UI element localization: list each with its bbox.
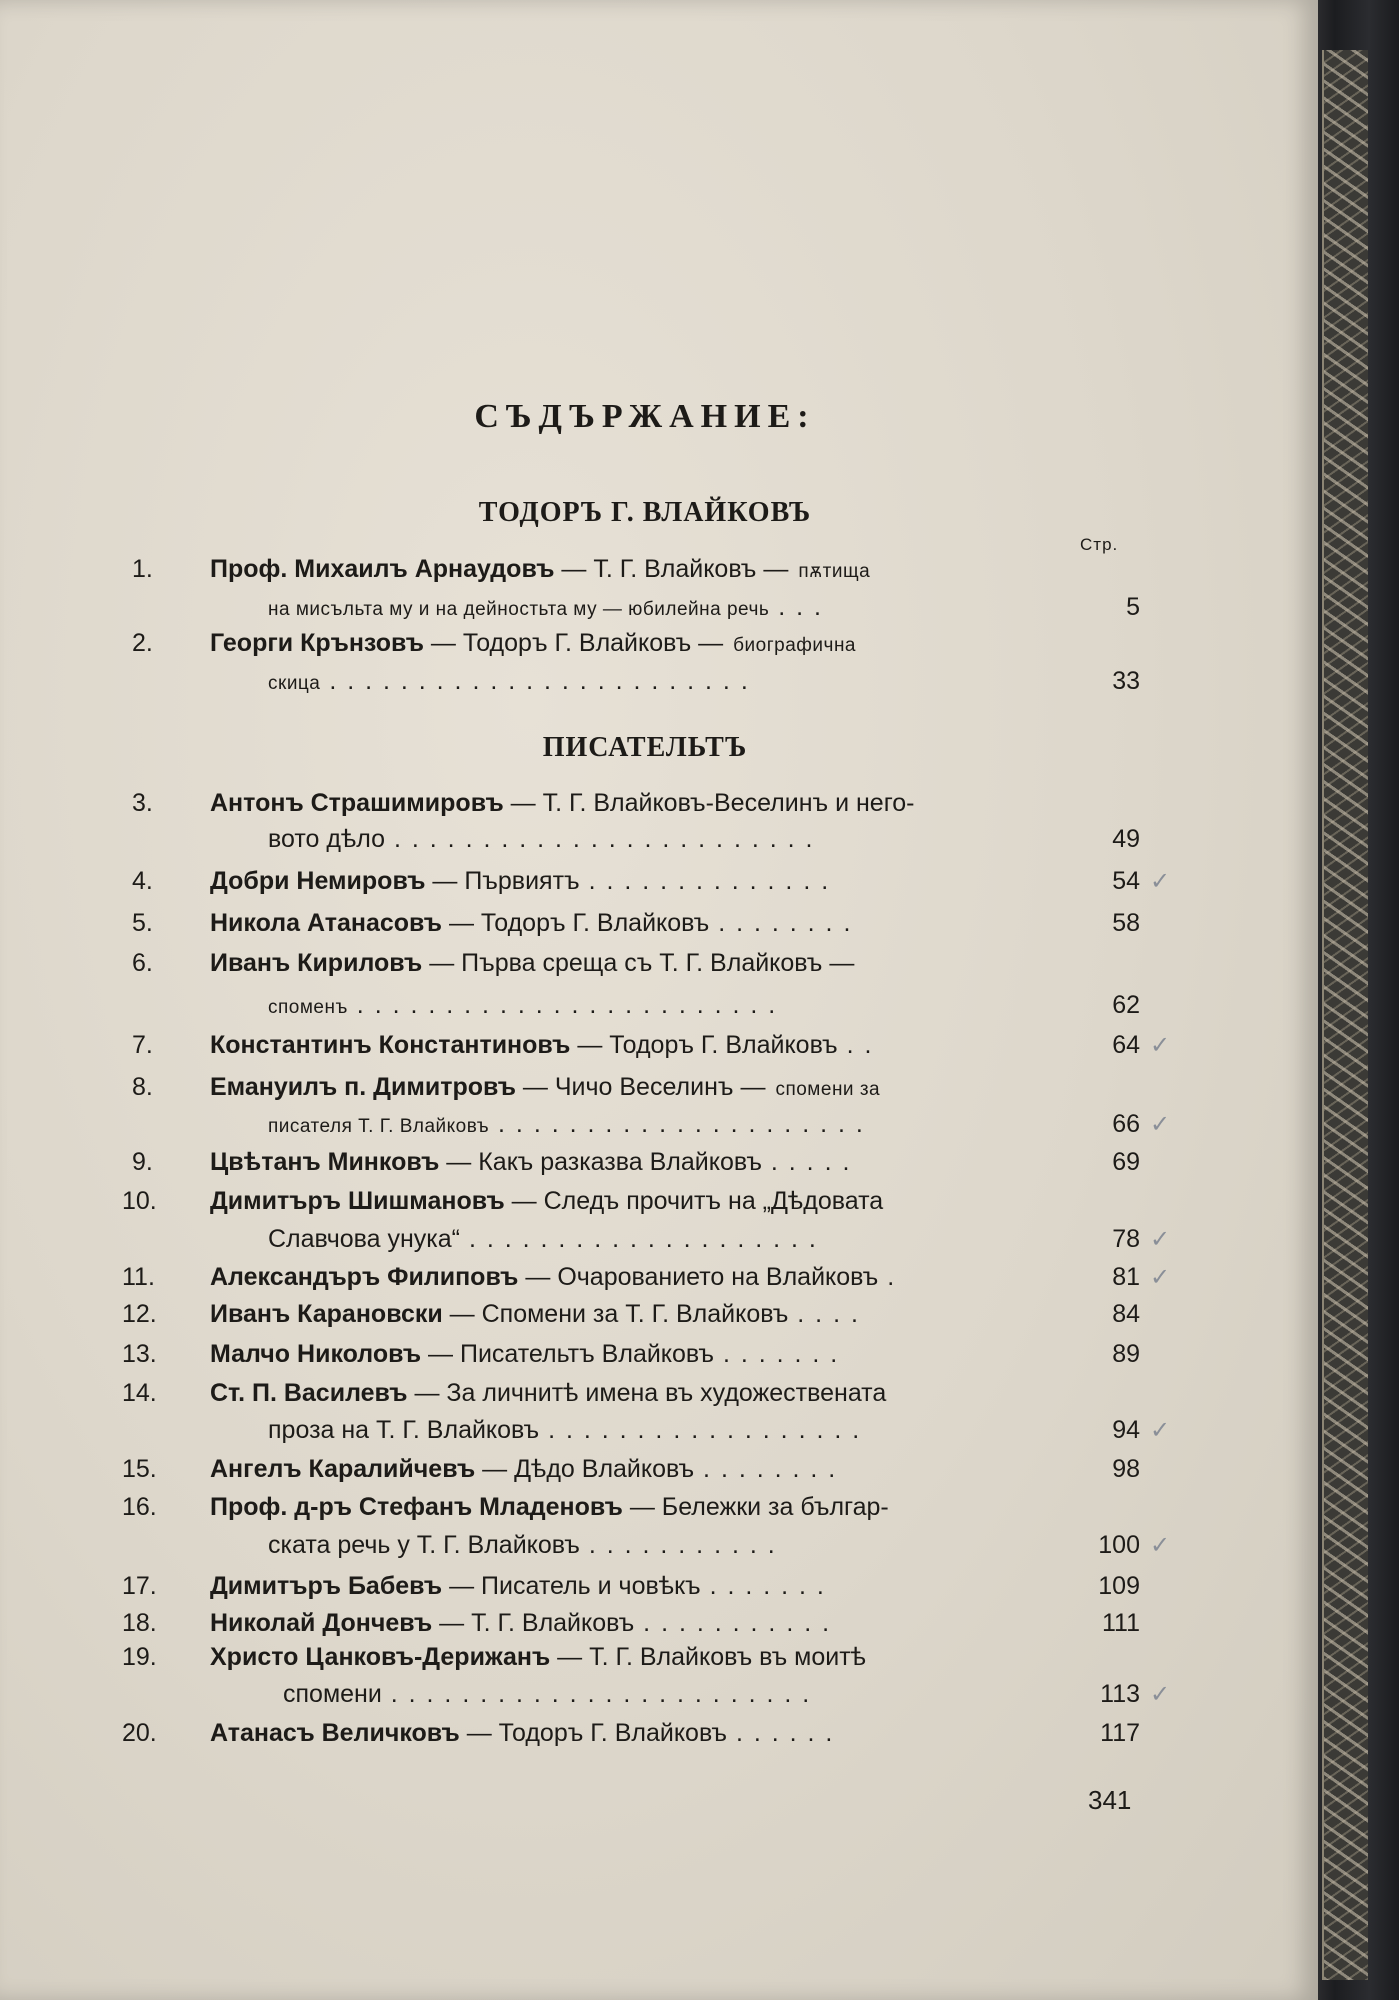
entry-author: Христо Цанковъ-Дерижанъ xyxy=(210,1643,551,1671)
entry-text xyxy=(268,1528,1065,1562)
entry-title: проза на Т. Г. Влайковъ xyxy=(268,1416,540,1444)
entry-title: — Първиятъ xyxy=(425,867,580,895)
entry-title: — Дѣдо Влайковъ xyxy=(475,1455,695,1483)
entry-number: 13. xyxy=(122,1340,157,1368)
entry-text xyxy=(268,1413,1065,1447)
entry-number: 16. xyxy=(122,1493,157,1521)
dot-leader: . . . . . . . . . . . . . . . . . . . . . . . . xyxy=(381,1680,812,1708)
toc-line xyxy=(0,590,1290,626)
entry-text xyxy=(268,822,1065,856)
entry-author: Никола Атанасовъ xyxy=(210,909,443,937)
entry-page-number: 98 xyxy=(1112,1455,1140,1483)
entry-page-number: 33 xyxy=(1112,667,1140,695)
toc-line xyxy=(0,664,1290,700)
entry-title: — За личнитѣ имена въ художествената xyxy=(407,1379,887,1407)
toc-line xyxy=(0,946,1290,982)
entry-title-small: биографична xyxy=(733,635,857,656)
section-heading-vlaykov: ТОДОРЪ Г. ВЛАЙКОВЪ xyxy=(478,497,812,528)
entry-page-number: 58 xyxy=(1112,909,1140,937)
toc-line xyxy=(0,1716,1290,1752)
entry-title: писателя Т. Г. Влайковъ xyxy=(268,1116,490,1137)
entry-number: 5. xyxy=(132,909,153,937)
entry-title: — Първа среща съ Т. Г. Влайковъ — xyxy=(422,949,855,977)
entry-text xyxy=(210,786,1065,820)
toc-line xyxy=(0,1107,1290,1143)
entry-author: Добри Немировъ xyxy=(210,867,426,895)
entry-page-number: 49 xyxy=(1112,825,1140,853)
entry-author: Георги Крънзовъ xyxy=(210,629,424,657)
toc-line xyxy=(0,1376,1290,1412)
dot-leader: . . . . . . . . . . . . . . . . . . . . . xyxy=(489,1110,865,1138)
entry-text xyxy=(210,1640,1065,1674)
dot-leader: . . . . . . . . . . . . . . . . . . . . . . . . xyxy=(385,825,815,853)
entry-title: — Тодоръ Г. Влайковъ xyxy=(442,909,710,937)
toc-line xyxy=(0,1569,1290,1605)
toc-line xyxy=(0,1145,1290,1181)
entry-number: 4. xyxy=(132,867,153,895)
entry-title: скица xyxy=(268,673,321,694)
entry-author: Антонъ Страшимировъ xyxy=(210,789,504,817)
dot-leader: . . . . . . . xyxy=(714,1340,840,1368)
entry-author: Иванъ Карановски xyxy=(210,1300,443,1328)
entry-author: Димитъръ Шишмановъ xyxy=(210,1187,505,1215)
toc-line xyxy=(0,1640,1290,1676)
entry-number: 19. xyxy=(122,1643,157,1671)
toc-line xyxy=(0,1222,1290,1258)
entry-page-number: 66 xyxy=(1112,1110,1140,1138)
check-mark-icon: ✓ xyxy=(1150,1531,1171,1559)
entry-text xyxy=(210,864,1065,898)
entry-text xyxy=(268,1222,1065,1256)
entry-number: 14. xyxy=(122,1379,157,1407)
entry-page-number: 69 xyxy=(1112,1148,1140,1176)
entry-title: — Т. Г. Влайковъ — xyxy=(554,555,789,583)
toc-line xyxy=(0,822,1290,858)
entry-page-number: 62 xyxy=(1112,991,1140,1019)
entry-text xyxy=(210,946,1065,980)
dot-leader: . . . . . . . . . . . . . . . . . . . . . . . . xyxy=(347,991,778,1019)
entry-author: Константинъ Константиновъ xyxy=(210,1031,571,1059)
entry-number: 3. xyxy=(132,789,153,817)
entry-title: спомени xyxy=(283,1680,382,1708)
entry-title: — Писатель и човѣкъ xyxy=(442,1572,701,1600)
dot-leader: . xyxy=(878,1263,897,1291)
entry-text xyxy=(210,1297,1065,1331)
toc-line xyxy=(0,1413,1290,1449)
entry-title: вото дѣло xyxy=(268,825,386,853)
entry-title: — Тодоръ Г. Влайковъ — xyxy=(423,629,724,657)
entry-text xyxy=(268,664,1065,701)
check-mark-icon: ✓ xyxy=(1150,1225,1171,1253)
toc-line xyxy=(0,1070,1290,1106)
entry-number: 12. xyxy=(122,1300,157,1328)
entry-page-number: 94 xyxy=(1112,1416,1140,1444)
entry-author: Николай Дончевъ xyxy=(210,1609,433,1637)
entry-text xyxy=(210,1145,1065,1179)
entry-page-number: 113 xyxy=(1100,1680,1140,1708)
entry-text xyxy=(283,1677,1065,1711)
page-number: 341 xyxy=(1088,1785,1132,1815)
section-heading-writer: ПИСАТЕЛЬТЪ xyxy=(542,732,748,763)
check-mark-icon: ✓ xyxy=(1150,867,1171,895)
entry-page-number: 54 xyxy=(1112,867,1140,895)
dot-leader: . . . . . . . . . . . xyxy=(634,1609,832,1637)
entry-page-number: 84 xyxy=(1112,1300,1140,1328)
entry-number: 7. xyxy=(132,1031,153,1059)
check-mark-icon: ✓ xyxy=(1150,1031,1171,1059)
dot-leader: . . . . . . xyxy=(727,1719,835,1747)
toc-line xyxy=(0,1677,1290,1713)
check-mark-icon: ✓ xyxy=(1150,1110,1171,1138)
entry-title: — Писательтъ Влайковъ xyxy=(421,1340,715,1368)
entry-text xyxy=(210,1070,1065,1107)
entry-page-number: 100 xyxy=(1098,1531,1140,1559)
toc-line xyxy=(0,1184,1290,1220)
page-edge-ornament xyxy=(1322,50,1368,1980)
entry-author: Ст. П. Василевъ xyxy=(210,1379,408,1407)
entry-text xyxy=(210,1260,1065,1294)
entry-author: Проф. д-ръ Стефанъ Младеновъ xyxy=(210,1493,623,1521)
entry-title: — Чичо Веселинъ — xyxy=(515,1073,766,1101)
dot-leader: . . . . . . . . . . . . . . xyxy=(579,867,831,895)
dot-leader: . . . . . . . xyxy=(700,1572,826,1600)
dot-leader: . . . . . . . . . . . . . . . . . . . . . . . . xyxy=(320,667,750,695)
entry-number: 1. xyxy=(132,555,153,583)
entry-number: 17. xyxy=(122,1572,157,1600)
entry-title: споменъ xyxy=(268,997,348,1018)
entry-number: 18. xyxy=(122,1609,157,1637)
entry-text xyxy=(268,1107,1065,1144)
toc-line xyxy=(0,1028,1290,1064)
toc-line xyxy=(0,1490,1290,1526)
entry-title: — Т. Г. Влайковъ-Веселинъ и него- xyxy=(503,789,915,817)
entry-title: ската речь у Т. Г. Влайковъ xyxy=(268,1531,580,1559)
entry-page-number: 111 xyxy=(1101,1609,1140,1637)
entry-title: — Тодоръ Г. Влайковъ xyxy=(459,1719,728,1747)
dot-leader: . . . . . . . . . . . . . . . . . . xyxy=(539,1416,862,1444)
entry-title: — Т. Г. Влайковъ xyxy=(432,1609,635,1637)
check-mark-icon: ✓ xyxy=(1150,1263,1171,1291)
entry-page-number: 5 xyxy=(1126,593,1140,621)
entry-title-small: спомени за xyxy=(775,1079,881,1100)
entry-text xyxy=(210,1452,1065,1486)
toc-line xyxy=(0,1297,1290,1333)
entry-author: Емануилъ п. Димитровъ xyxy=(210,1073,516,1101)
entry-title: — Спомени за Т. Г. Влайковъ xyxy=(442,1300,789,1328)
entry-title: — Следъ прочитъ на „Дѣдовата xyxy=(504,1187,884,1215)
check-mark-icon: ✓ xyxy=(1150,1680,1171,1708)
entry-author: Проф. Михаилъ Арнаудовъ xyxy=(210,555,555,583)
entry-title: — Бележки за българ- xyxy=(622,1493,889,1521)
page-column-label: Стр. xyxy=(1080,535,1119,554)
entry-number: 20. xyxy=(122,1719,157,1747)
entry-text xyxy=(210,552,1065,589)
entry-text xyxy=(210,1376,1065,1410)
toc-line xyxy=(0,626,1290,662)
toc-line xyxy=(0,1260,1290,1296)
entry-number: 2. xyxy=(132,629,153,657)
entry-title: — Очарованието на Влайковъ xyxy=(518,1263,879,1291)
entry-title: Славчова унука“ xyxy=(268,1225,461,1253)
entry-text xyxy=(268,988,1065,1025)
page-title: СЪДЪРЖАНИЕ: xyxy=(474,398,816,435)
entry-text xyxy=(210,1606,1065,1640)
dot-leader: . . . . xyxy=(788,1300,860,1328)
entry-text xyxy=(210,906,1065,940)
entry-author: Димитъръ Бабевъ xyxy=(210,1572,443,1600)
toc-line xyxy=(0,1528,1290,1564)
check-mark-icon: ✓ xyxy=(1150,1416,1171,1444)
entry-author: Атанасъ Величковъ xyxy=(210,1719,460,1747)
dot-leader: . . . . . xyxy=(761,1148,852,1176)
toc-line xyxy=(0,864,1290,900)
dot-leader: . . . . . . . . . . . xyxy=(579,1531,777,1559)
toc-line xyxy=(0,552,1290,588)
toc-line xyxy=(0,988,1290,1024)
entry-page-number: 81 xyxy=(1112,1263,1140,1291)
entry-title: — Тодоръ Г. Влайковъ xyxy=(570,1031,838,1059)
toc-line xyxy=(0,1452,1290,1488)
dot-leader: . . . xyxy=(769,593,823,621)
entry-text xyxy=(210,1569,1065,1603)
entry-text xyxy=(210,626,1065,663)
entry-title: — Какъ разказва Влайковъ xyxy=(439,1148,762,1176)
entry-page-number: 78 xyxy=(1112,1225,1140,1253)
entry-number: 8. xyxy=(132,1073,153,1101)
entry-author: Цвѣтанъ Минковъ xyxy=(210,1148,440,1176)
entry-author: Ангелъ Каралийчевъ xyxy=(210,1455,476,1483)
dot-leader: . . . . . . . . xyxy=(709,909,853,937)
entry-text xyxy=(210,1490,1065,1524)
dot-leader: . . . . . . . . xyxy=(694,1455,838,1483)
entry-author: Малчо Николовъ xyxy=(210,1340,422,1368)
entry-text xyxy=(210,1028,1065,1062)
toc-line xyxy=(0,1337,1290,1373)
entry-title: — Т. Г. Влайковъ въ моитѣ xyxy=(550,1643,867,1671)
entry-number: 11. xyxy=(122,1263,155,1291)
entry-number: 10. xyxy=(122,1187,157,1215)
entry-author: Иванъ Кириловъ xyxy=(210,949,423,977)
entry-number: 9. xyxy=(132,1148,153,1176)
entry-title: на мисъльта му и на дейностьта му — юбилейна речь xyxy=(268,599,770,620)
entry-page-number: 117 xyxy=(1100,1719,1140,1747)
entry-text xyxy=(210,1184,1065,1218)
entry-number: 6. xyxy=(132,949,153,977)
entry-page-number: 109 xyxy=(1098,1572,1140,1600)
entry-title-small: пѫтища xyxy=(798,561,871,582)
entry-text xyxy=(210,1337,1065,1371)
dot-leader: . . . . . . . . . . . . . . . . . . . . xyxy=(460,1225,818,1253)
entry-number: 15. xyxy=(122,1455,157,1483)
entry-page-number: 89 xyxy=(1112,1340,1140,1368)
entry-page-number: 64 xyxy=(1112,1031,1140,1059)
toc-line xyxy=(0,1606,1290,1642)
entry-text xyxy=(268,590,1065,627)
toc-line xyxy=(0,786,1290,822)
entry-author: Александъръ Филиповъ xyxy=(210,1263,519,1291)
toc-line xyxy=(0,906,1290,942)
entry-text xyxy=(210,1716,1065,1750)
dot-leader: . . xyxy=(837,1031,874,1059)
